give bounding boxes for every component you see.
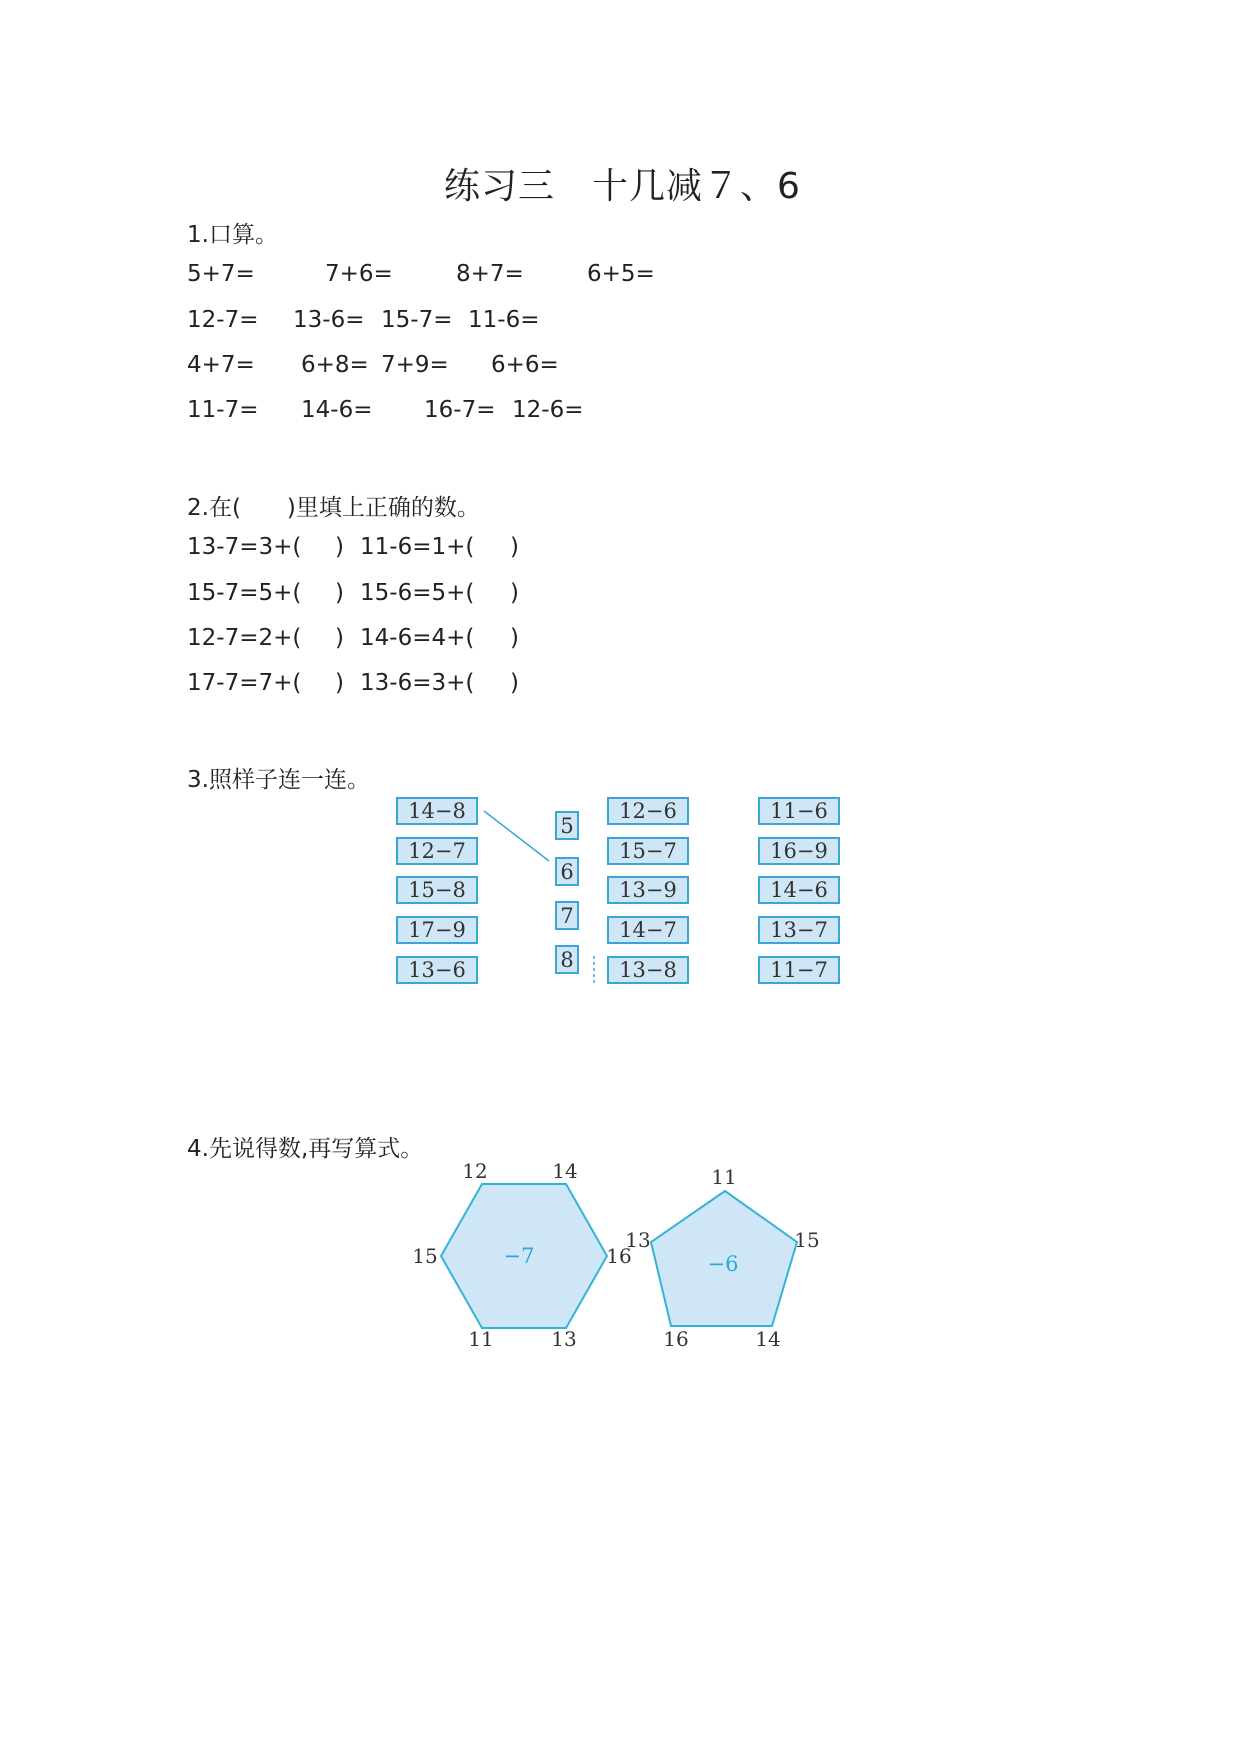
match-box-col-c[interactable]: 11−6 — [758, 797, 840, 825]
oral-calc-item: 14-6= — [301, 397, 373, 423]
oral-calc-item: 6+8= — [301, 352, 369, 378]
match-box-col-c[interactable]: 13−7 — [758, 916, 840, 944]
oral-calc-item: 11-6= — [468, 307, 540, 333]
match-number-box[interactable]: 6 — [555, 857, 579, 886]
match-box-col-b[interactable]: 14−7 — [607, 916, 689, 944]
pentagon-vertex-label: 14 — [755, 1327, 781, 1351]
oral-calc-item: 7+6= — [325, 261, 393, 287]
hexagon-vertex-label: 13 — [551, 1327, 577, 1351]
match-number-box[interactable]: 8 — [555, 945, 579, 974]
hexagon-vertex-label: 16 — [606, 1244, 632, 1268]
fill-blank-close: ) — [510, 670, 519, 696]
match-box-col-c[interactable]: 11−7 — [758, 956, 840, 984]
oral-calc-item: 4+7= — [187, 352, 255, 378]
oral-calc-item: 5+7= — [187, 261, 255, 287]
fill-blank-close: ) — [335, 580, 344, 606]
oral-calc-item: 6+5= — [587, 261, 655, 287]
fill-blank-right: 15-6=5+( — [360, 580, 475, 606]
oral-calc-item: 15-7= — [381, 307, 453, 333]
oral-calc-item: 13-6= — [293, 307, 365, 333]
match-box-col-b[interactable]: 13−9 — [607, 876, 689, 904]
hexagon-vertex-label: 15 — [412, 1244, 438, 1268]
section4-heading: 4.先说得数,再写算式。 — [187, 1136, 424, 1162]
pentagon-vertex-label: 13 — [625, 1228, 651, 1252]
fill-blank-close: ) — [510, 580, 519, 606]
match-number-box[interactable]: 5 — [555, 811, 579, 840]
hexagon-vertex-label: 11 — [468, 1327, 494, 1351]
fill-blank-close: ) — [510, 625, 519, 651]
section2-heading: 2.在( )里填上正确的数。 — [187, 495, 480, 521]
oral-calc-item: 12-7= — [187, 307, 259, 333]
pentagon-vertex-label: 15 — [794, 1228, 820, 1252]
match-box-col-a[interactable]: 17−9 — [396, 916, 478, 944]
pentagon-vertex-label: 16 — [663, 1327, 689, 1351]
fill-blank-right: 13-6=3+( — [360, 670, 475, 696]
page-title: 练习三 十几减７、6 — [444, 166, 801, 207]
oral-calc-item: 12-6= — [512, 397, 584, 423]
fill-blank-close: ) — [335, 534, 344, 560]
fill-blank-left: 15-7=5+( — [187, 580, 302, 606]
fill-blank-close: ) — [510, 534, 519, 560]
fill-blank-left: 17-7=7+( — [187, 670, 302, 696]
hexagon-vertex-label: 12 — [462, 1159, 488, 1183]
match-box-col-c[interactable]: 16−9 — [758, 837, 840, 865]
fill-blank-right: 11-6=1+( — [360, 534, 475, 560]
match-box-col-a[interactable]: 15−8 — [396, 876, 478, 904]
hexagon-vertex-label: 14 — [552, 1159, 578, 1183]
match-box-col-c[interactable]: 14−6 — [758, 876, 840, 904]
fill-blank-right: 14-6=4+( — [360, 625, 475, 651]
fill-blank-close: ) — [335, 670, 344, 696]
oral-calc-item: 7+9= — [381, 352, 449, 378]
oral-calc-item: 8+7= — [456, 261, 524, 287]
oral-calc-item: 6+6= — [491, 352, 559, 378]
match-number-box[interactable]: 7 — [555, 901, 579, 930]
oral-calc-item: 16-7= — [424, 397, 496, 423]
match-box-col-b[interactable]: 13−8 — [607, 956, 689, 984]
match-box-col-b[interactable]: 12−6 — [607, 797, 689, 825]
fill-blank-left: 12-7=2+( — [187, 625, 302, 651]
pentagon-vertex-label: 11 — [711, 1165, 737, 1189]
fill-blank-left: 13-7=3+( — [187, 534, 302, 560]
match-box-col-a[interactable]: 13−6 — [396, 956, 478, 984]
fill-blank-close: ) — [335, 625, 344, 651]
oral-calc-item: 11-7= — [187, 397, 259, 423]
hexagon-center-label: −7 — [503, 1244, 535, 1268]
match-box-col-a[interactable]: 14−8 — [396, 797, 478, 825]
match-box-col-a[interactable]: 12−7 — [396, 837, 478, 865]
pentagon-center-label: −6 — [707, 1252, 739, 1276]
section3-heading: 3.照样子连一连。 — [187, 767, 370, 793]
section1-heading: 1.口算。 — [187, 222, 278, 248]
match-box-col-b[interactable]: 15−7 — [607, 837, 689, 865]
